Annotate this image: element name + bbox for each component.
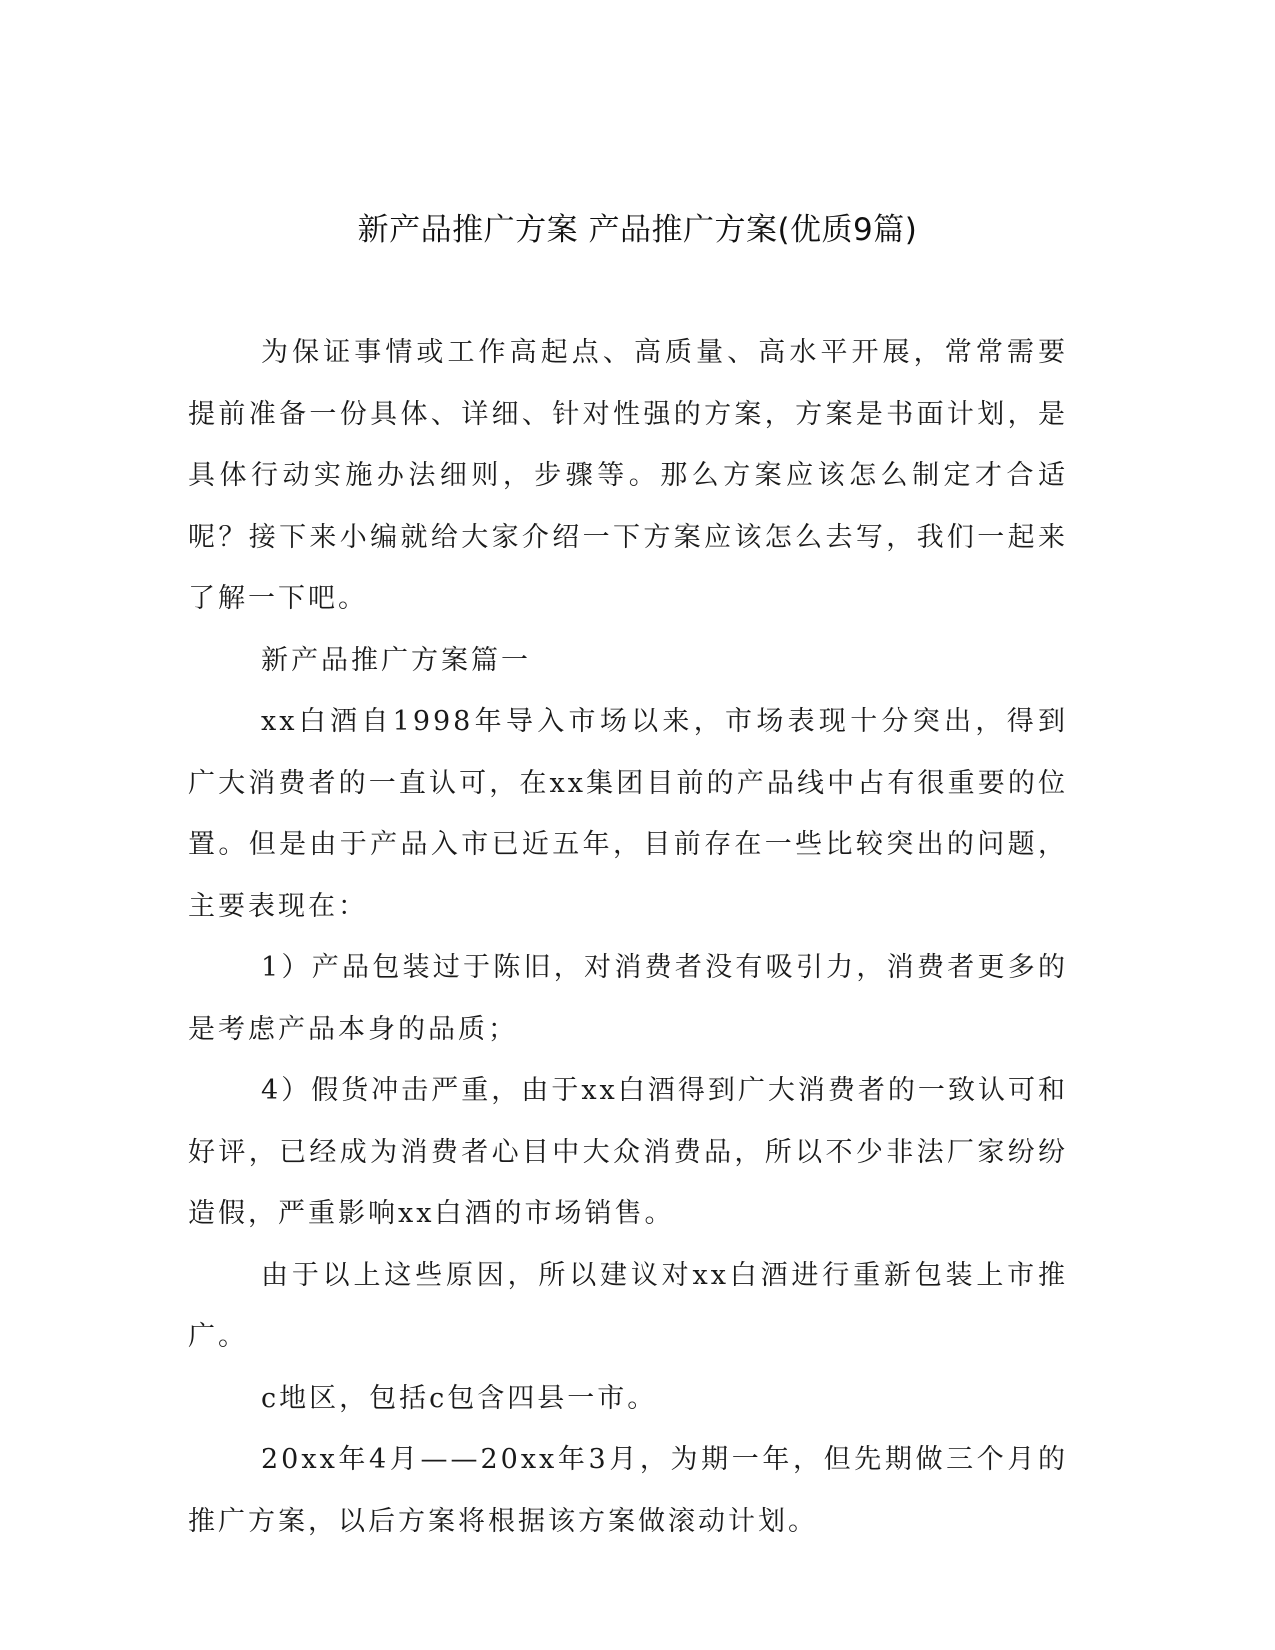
section-heading: 新产品推广方案篇一: [261, 644, 531, 676]
paragraph-background: xx白酒自1998年导入市场以来，市场表现十分突出，得到广大消费者的一直认可，在xx集团目前的产品线中占有很重要的位置。但是由于产品入市已近五年，目前存在一些比较突出的问题，主要表现在：: [188, 706, 1068, 922]
document-title: 新产品推广方案 产品推广方案(优质9篇): [357, 212, 918, 248]
paragraph-issue-1: 1）产品包装过于陈旧，对消费者没有吸引力，消费者更多的是考虑产品本身的品质；: [188, 952, 1068, 1045]
document-body: [188, 322, 1068, 1552]
paragraph-intro: 为保证事情或工作高起点、高质量、高水平开展，常常需要提前准备一份具体、详细、针对性强的方案，方案是书面计划，是具体行动实施办法细则，步骤等。那么方案应该怎么制定才合适呢？接下来小编就给大家介绍一下方案应该怎么去写，我们一起来了解一下吧。: [188, 337, 1068, 614]
paragraph-period: 20xx年4月——20xx年3月，为期一年，但先期做三个月的推广方案，以后方案将根据该方案做滚动计划。: [188, 1444, 1068, 1537]
paragraph-issue-4: 4）假货冲击严重，由于xx白酒得到广大消费者的一致认可和好评，已经成为消费者心目中大众消费品，所以不少非法厂家纷纷造假，严重影响xx白酒的市场销售。: [188, 1075, 1068, 1229]
paragraph-recommendation: 由于以上这些原因，所以建议对xx白酒进行重新包装上市推广。: [188, 1259, 1068, 1352]
paragraph-region: c地区，包括c包含四县一市。: [261, 1382, 658, 1414]
